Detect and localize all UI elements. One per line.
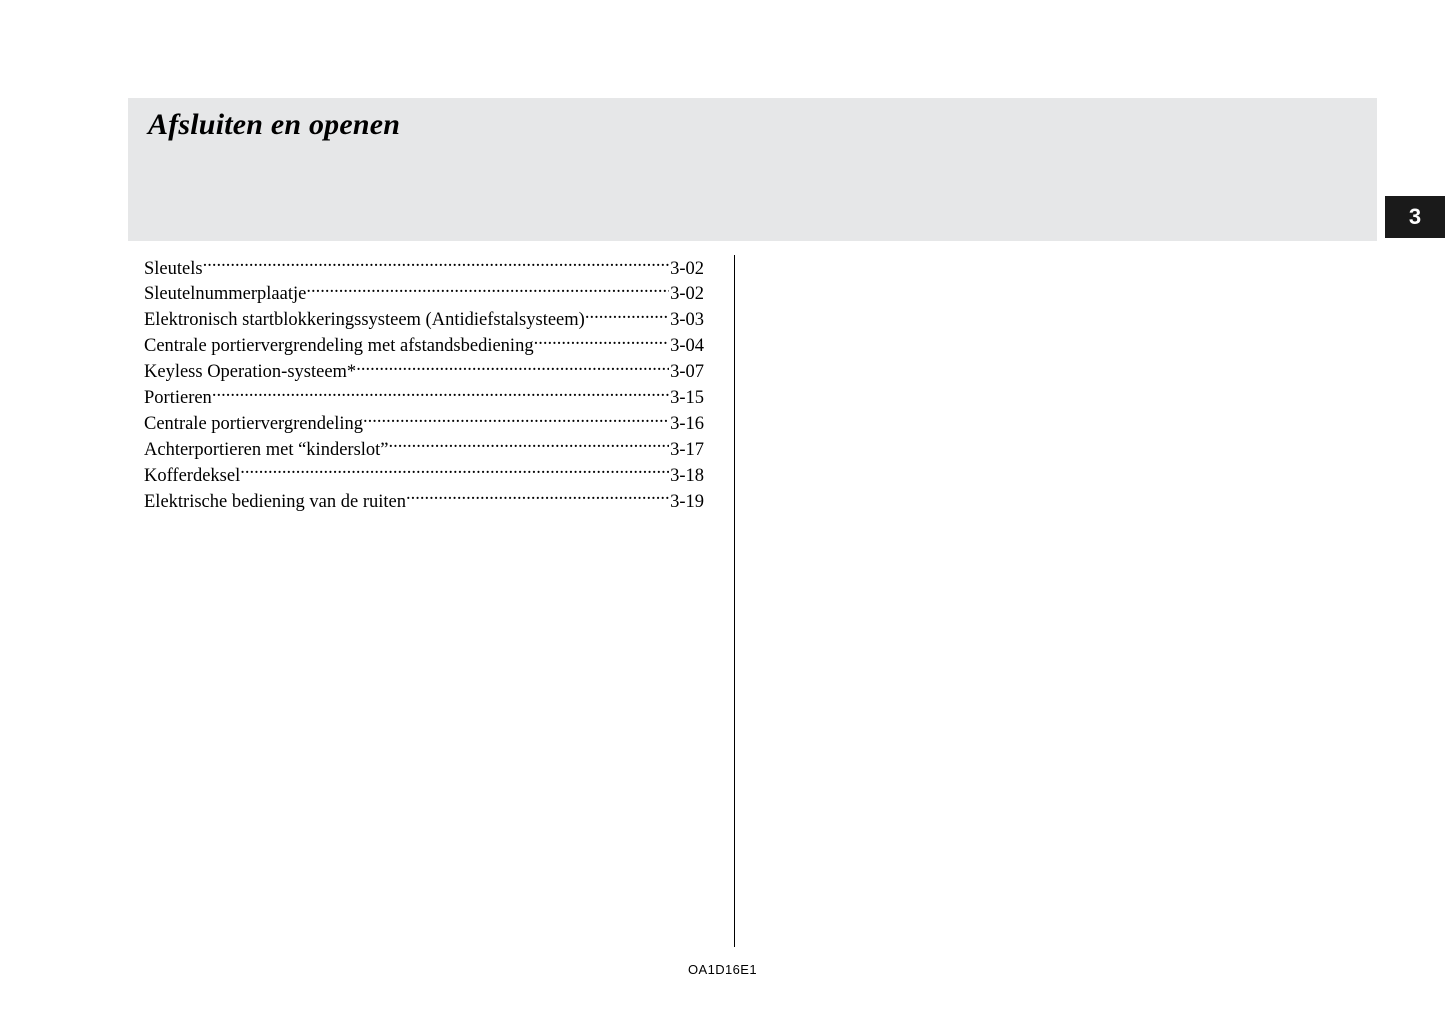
toc-leader-dots <box>356 359 669 378</box>
toc-leader-dots <box>363 410 669 429</box>
table-of-contents <box>144 255 704 514</box>
toc-leader-dots <box>406 488 669 507</box>
toc-entry-page: 3-19 <box>670 491 704 512</box>
toc-entry-label: Sleutels <box>144 258 203 279</box>
toc-entry-page: 3-02 <box>670 258 704 279</box>
toc-leader-dots <box>203 255 669 274</box>
toc-entry-page: 3-18 <box>670 465 704 486</box>
toc-entry-page: 3-03 <box>670 310 704 331</box>
toc-entry-page: 3-16 <box>670 413 704 434</box>
footer-document-code: OA1D16E1 <box>688 962 757 977</box>
column-divider <box>734 255 735 947</box>
toc-entry-page: 3-02 <box>670 284 704 305</box>
toc-entry-label: Sleutelnummerplaatje <box>144 284 307 305</box>
chapter-number: 3 <box>1408 204 1422 229</box>
toc-entry-label: Elektrische bediening van de ruiten <box>144 491 406 512</box>
toc-entry-label: Centrale portiervergrendeling <box>144 413 364 434</box>
toc-entry-page: 3-15 <box>670 388 704 409</box>
toc-entry[interactable] <box>144 462 704 488</box>
toc-entry[interactable] <box>144 410 704 436</box>
toc-entry-page: 3-17 <box>670 439 704 460</box>
toc-entry-label: Centrale portiervergrendeling met afstandsbediening <box>144 336 534 357</box>
toc-leader-dots <box>585 307 669 326</box>
toc-entry-label: Achterportieren met “kinderslot” <box>144 439 389 460</box>
page-title: Afsluiten en openen <box>148 108 401 141</box>
toc-entry-label: Kofferdeksel <box>144 465 241 486</box>
toc-entry-label: Portieren <box>144 388 212 409</box>
toc-entry[interactable] <box>144 436 704 462</box>
toc-leader-dots <box>534 333 670 352</box>
toc-entry[interactable] <box>144 488 704 514</box>
toc-entry[interactable] <box>144 333 704 359</box>
toc-entry[interactable] <box>144 255 704 281</box>
toc-leader-dots <box>212 385 669 404</box>
toc-entry-label: Elektronisch startblokkeringssysteem (Antidiefstalsysteem) <box>144 310 585 331</box>
toc-entry[interactable] <box>144 385 704 411</box>
toc-entry-page: 3-07 <box>670 362 704 383</box>
toc-entry[interactable] <box>144 359 704 385</box>
toc-leader-dots <box>306 281 669 300</box>
toc-entry-page: 3-04 <box>670 336 704 357</box>
toc-leader-dots <box>240 462 669 481</box>
chapter-number-tab <box>1385 196 1445 238</box>
toc-entry[interactable] <box>144 281 704 307</box>
toc-entry-label: Keyless Operation-systeem* <box>144 362 357 383</box>
toc-entry[interactable] <box>144 307 704 333</box>
toc-leader-dots <box>389 436 670 455</box>
